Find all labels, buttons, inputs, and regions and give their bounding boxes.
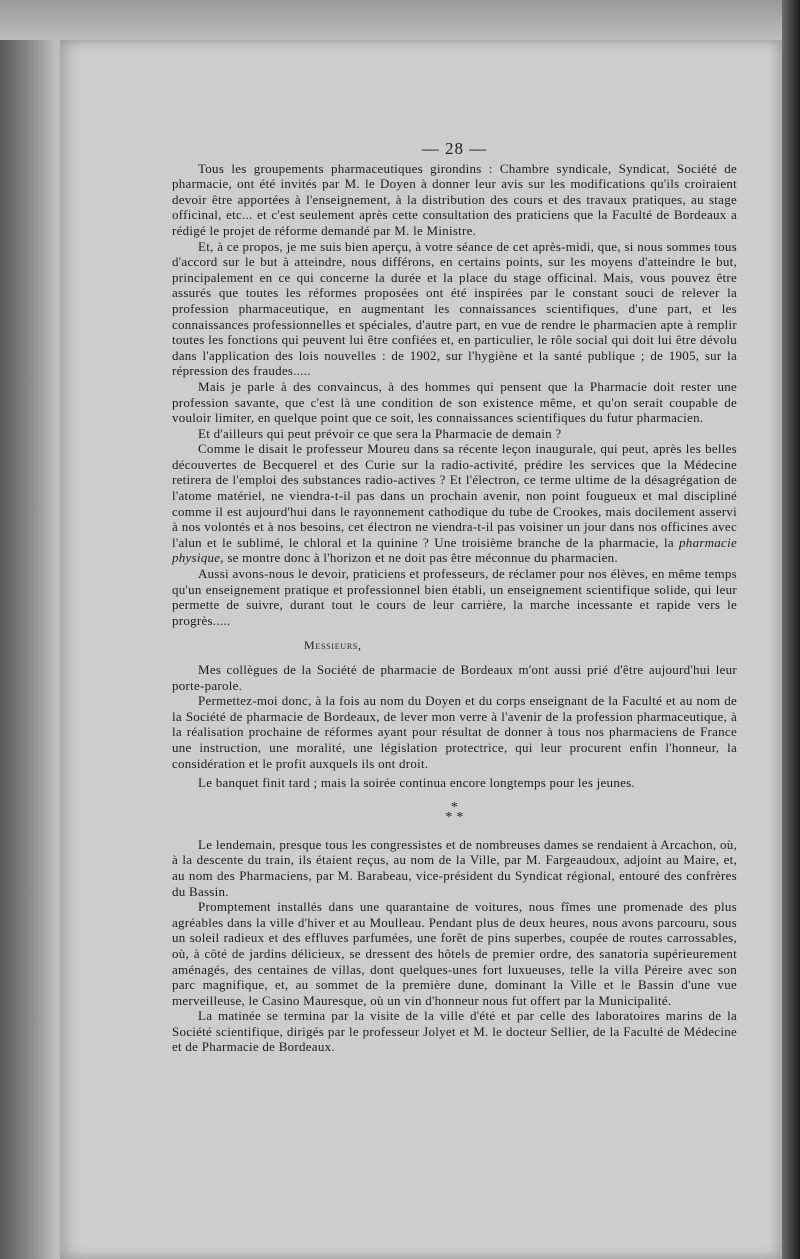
- page-number: — 28 —: [421, 139, 488, 158]
- paragraph-stage-officinal: Et, à ce propos, je me suis bien aperçu, à votre séance de cet après-midi, que, si nous sommes tous d'accord sur le but à atteindre, nous différons, en certains points, sur les moyens d'atteindre le but, principalement en ce qui concerne la durée et la place du stage officinal. Mais, vous pouvez être assurés que toutes les réformes proposées ont été inspirées par le constant souci de relever la profession pharmaceutique, en augmentant les connaissances scientifiques, d'une part, et les connaissances professionnelles et spéciales, d'autre part, en vue de rendre le pharmacien apte à remplir toutes les fonctions qui peuvent lui être confiées et, en particulier, le rôle social qui doit lui être dévolu dans l'application des lois nouvelles : de 1902, sur l'hygiène et la santé publique ; de 1905, sur la répression des fraudes.....: [172, 238, 737, 379]
- paragraph-moureu-end: , se montre donc à l'horizon et ne doit pas être méconnue du pharmacien.: [220, 550, 618, 566]
- paragraph-pharmacie-demain: Et d'ailleurs qui peut prévoir ce que sera la Pharmacie de demain ?: [198, 425, 562, 441]
- heading-messieurs: Messieurs,: [304, 638, 362, 653]
- paragraph-banquet: Le banquet finit tard ; mais la soirée continua encore longtemps pour les jeunes.: [198, 775, 635, 791]
- paragraph-arcachon: Le lendemain, presque tous les congressistes et de nombreuses dames se rendaient à Arcachon, où, à la descente du train, ils étaient reçus, au nom de la Ville, par M. Fargeaudoux, adjoint au Maire, et, au nom des Pharmaciens, par M. Barabeau, vice-président du Syndicat régional, entouré des confrères du Bassin.: [172, 836, 737, 899]
- paragraph-porte-parole: Mes collègues de la Société de pharmacie de Bordeaux m'ont aussi prié d'être aujourd'hui leur porte-parole.: [172, 662, 737, 693]
- paragraph-consultation: Tous les groupements pharmaceutiques girondins : Chambre syndicale, Syndicat, Société de pharmacie, ont été invités par M. le Doyen à donner leur avis sur les modifications qu'ils croiraient devoir être apportées à l'enseignement, à la distribution des cours et des travaux pratiques, au stage officinal, etc... et c'est seulement après cette consultation des praticiens que la Faculté de Bordeaux a rédigé le projet de réforme demandé par M. le Ministre.: [172, 160, 737, 238]
- paragraph-promenade: Promptement installés dans une quarantaine de voitures, nous fîmes une promenade des plus agréables dans la ville d'hiver et au Moulleau. Pendant plus de deux heures, nous avons parcouru, sous un soleil radieux et des effluves parfumées, une forêt de pins superbes, coupée de routes carrossables, où, à côté de jardins délicieux, se dressent des hôtels de premier ordre, des sanatoria supérieurement aménagés, des centaines de villas, dont quelques-unes fort luxueuses, telle la villa Péreire avec son parc magnifique, et, au sommet de la première dune, dominant la Ville et le Bassin d'une vue merveilleuse, le Casino Mauresque, où un vin d'honneur nous fut offert par la Municipalité.: [172, 899, 737, 1008]
- paragraph-profession-savante: Mais je parle à des convaincus, à des hommes qui pensent que la Pharmacie doit rester une profession savante, que c'est là une condition de son existence même, et qu'on serait coupable de vouloir limiter, en quelque point que ce soit, les connaissances scientifiques du futur pharmacien.: [172, 378, 737, 426]
- pharmacie-physique-italic: pharmacie physique: [172, 534, 737, 566]
- scan-top-margin: [0, 0, 800, 40]
- paragraph-moureu: [172, 441, 737, 566]
- book-binding-edge: [782, 0, 800, 1259]
- paragraph-laboratoires: La matinée se termina par la visite de la ville d'été et par celle des laboratoires marins de la Société scientifique, dirigés par le professeur Jolyet et M. le docteur Sellier, de la Faculté de Médecine et de Pharmacie de Bordeaux.: [172, 1008, 737, 1055]
- page-text-block: [172, 141, 737, 1055]
- paragraph-toast: Permettez-moi donc, à la fois au nom du Doyen et du corps enseignant de la Faculté et au nom de la Société de pharmacie de Bordeaux, de lever mon verre à l'avenir de la profession pharmaceutique, à la réalisation prochaine de réformes ayant pour résultat de donner à tous nos pharmaciens de France une instruction, une moralité, une législation protectrice, qui leur procurent enfin l'honneur, la considération et le profit auxquels ils ont droit.: [172, 693, 737, 771]
- asterism-separator: [172, 799, 737, 825]
- paragraph-moureu-text: Comme le disait le professeur Moureu dans sa récente leçon inaugurale, qui peut, après les belles découvertes de Becquerel et des Curie sur la radio-activité, prédire les services que la Médecine retirera de l'emploi des substances radio-actives ? Et l'électron, ce terme ultime de la désagrégation de l'atome matériel, ne viendra-t-il pas dans un prochain avenir, non point fougueux et mal discipliné comme il est aujourd'hui dans le rayonnement cathodique du tube de Crookes, mais docilement asservi à nos volontés et à nos besoins, cet électron ne viendra-t-il pas voisiner un jour dans nos officines avec l'alun et le sublimé, le chloral et la quinine ? Une troisième branche de la pharmacie, la: [172, 441, 737, 550]
- asterism: * * *: [445, 799, 464, 825]
- paragraph-devoir: Aussi avons-nous le devoir, praticiens et professeurs, de réclamer pour nos élèves, en même temps qu'un enseignement pratique et professionnel bien établi, un enseignement scientifique solide, qui leur permette de suivre, durant tout le cours de leur carrière, la marche incessante et rapide vers le progrès.....: [172, 566, 737, 628]
